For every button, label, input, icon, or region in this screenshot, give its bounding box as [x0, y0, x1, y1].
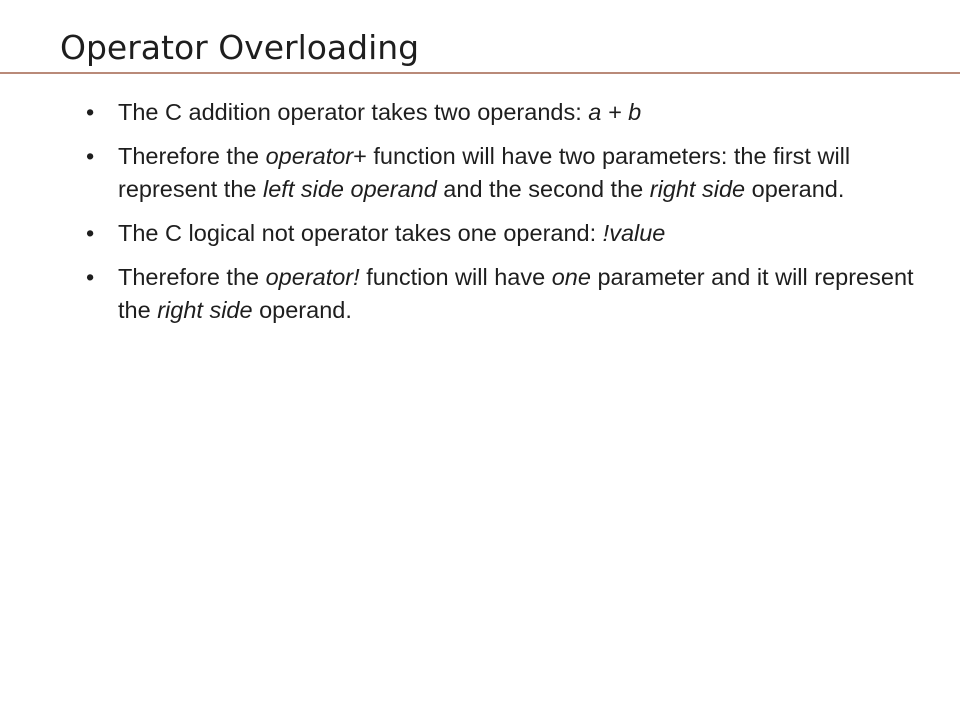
bullet-icon: • — [86, 264, 95, 290]
bullet-text — [118, 96, 920, 129]
bullet-text — [118, 261, 920, 327]
bullet-icon: • — [86, 99, 95, 125]
text-segment: operand. — [252, 297, 352, 323]
bullet-item — [0, 217, 960, 250]
bullet-list — [0, 96, 960, 338]
text-segment-italic: left side operand — [263, 176, 437, 202]
text-segment-italic: right side — [649, 176, 746, 202]
text-segment-italic: operator! — [265, 264, 360, 290]
text-segment: operand. — [745, 176, 845, 202]
text-segment: and the second the — [436, 176, 650, 202]
bullet-text — [118, 140, 920, 206]
text-segment: The C logical not operator takes one operand: — [118, 220, 603, 246]
bullet-item — [0, 140, 960, 206]
bullet-text — [118, 217, 920, 250]
text-segment: The C addition operator takes two operands: — [118, 99, 589, 125]
text-segment-italic: one — [551, 264, 591, 290]
text-segment-italic: a + b — [588, 99, 642, 125]
bullet-item — [0, 261, 960, 327]
text-segment: function will have — [359, 264, 552, 290]
text-segment-italic: !value — [602, 220, 666, 246]
text-segment-italic: right side — [157, 297, 253, 323]
text-segment: Therefore the — [118, 143, 266, 169]
text-segment: Therefore the — [118, 264, 266, 290]
bullet-icon: • — [86, 220, 95, 246]
bullet-icon: • — [86, 143, 95, 169]
text-segment: parameter and it will represent the — [118, 264, 914, 323]
text-segment-italic: operator — [265, 143, 354, 169]
slide-title: Operator Overloading — [60, 28, 420, 67]
title-divider — [0, 72, 960, 74]
text-segment: + function will have two parameters: the first will represent the — [118, 143, 851, 202]
bullet-item — [0, 96, 960, 129]
